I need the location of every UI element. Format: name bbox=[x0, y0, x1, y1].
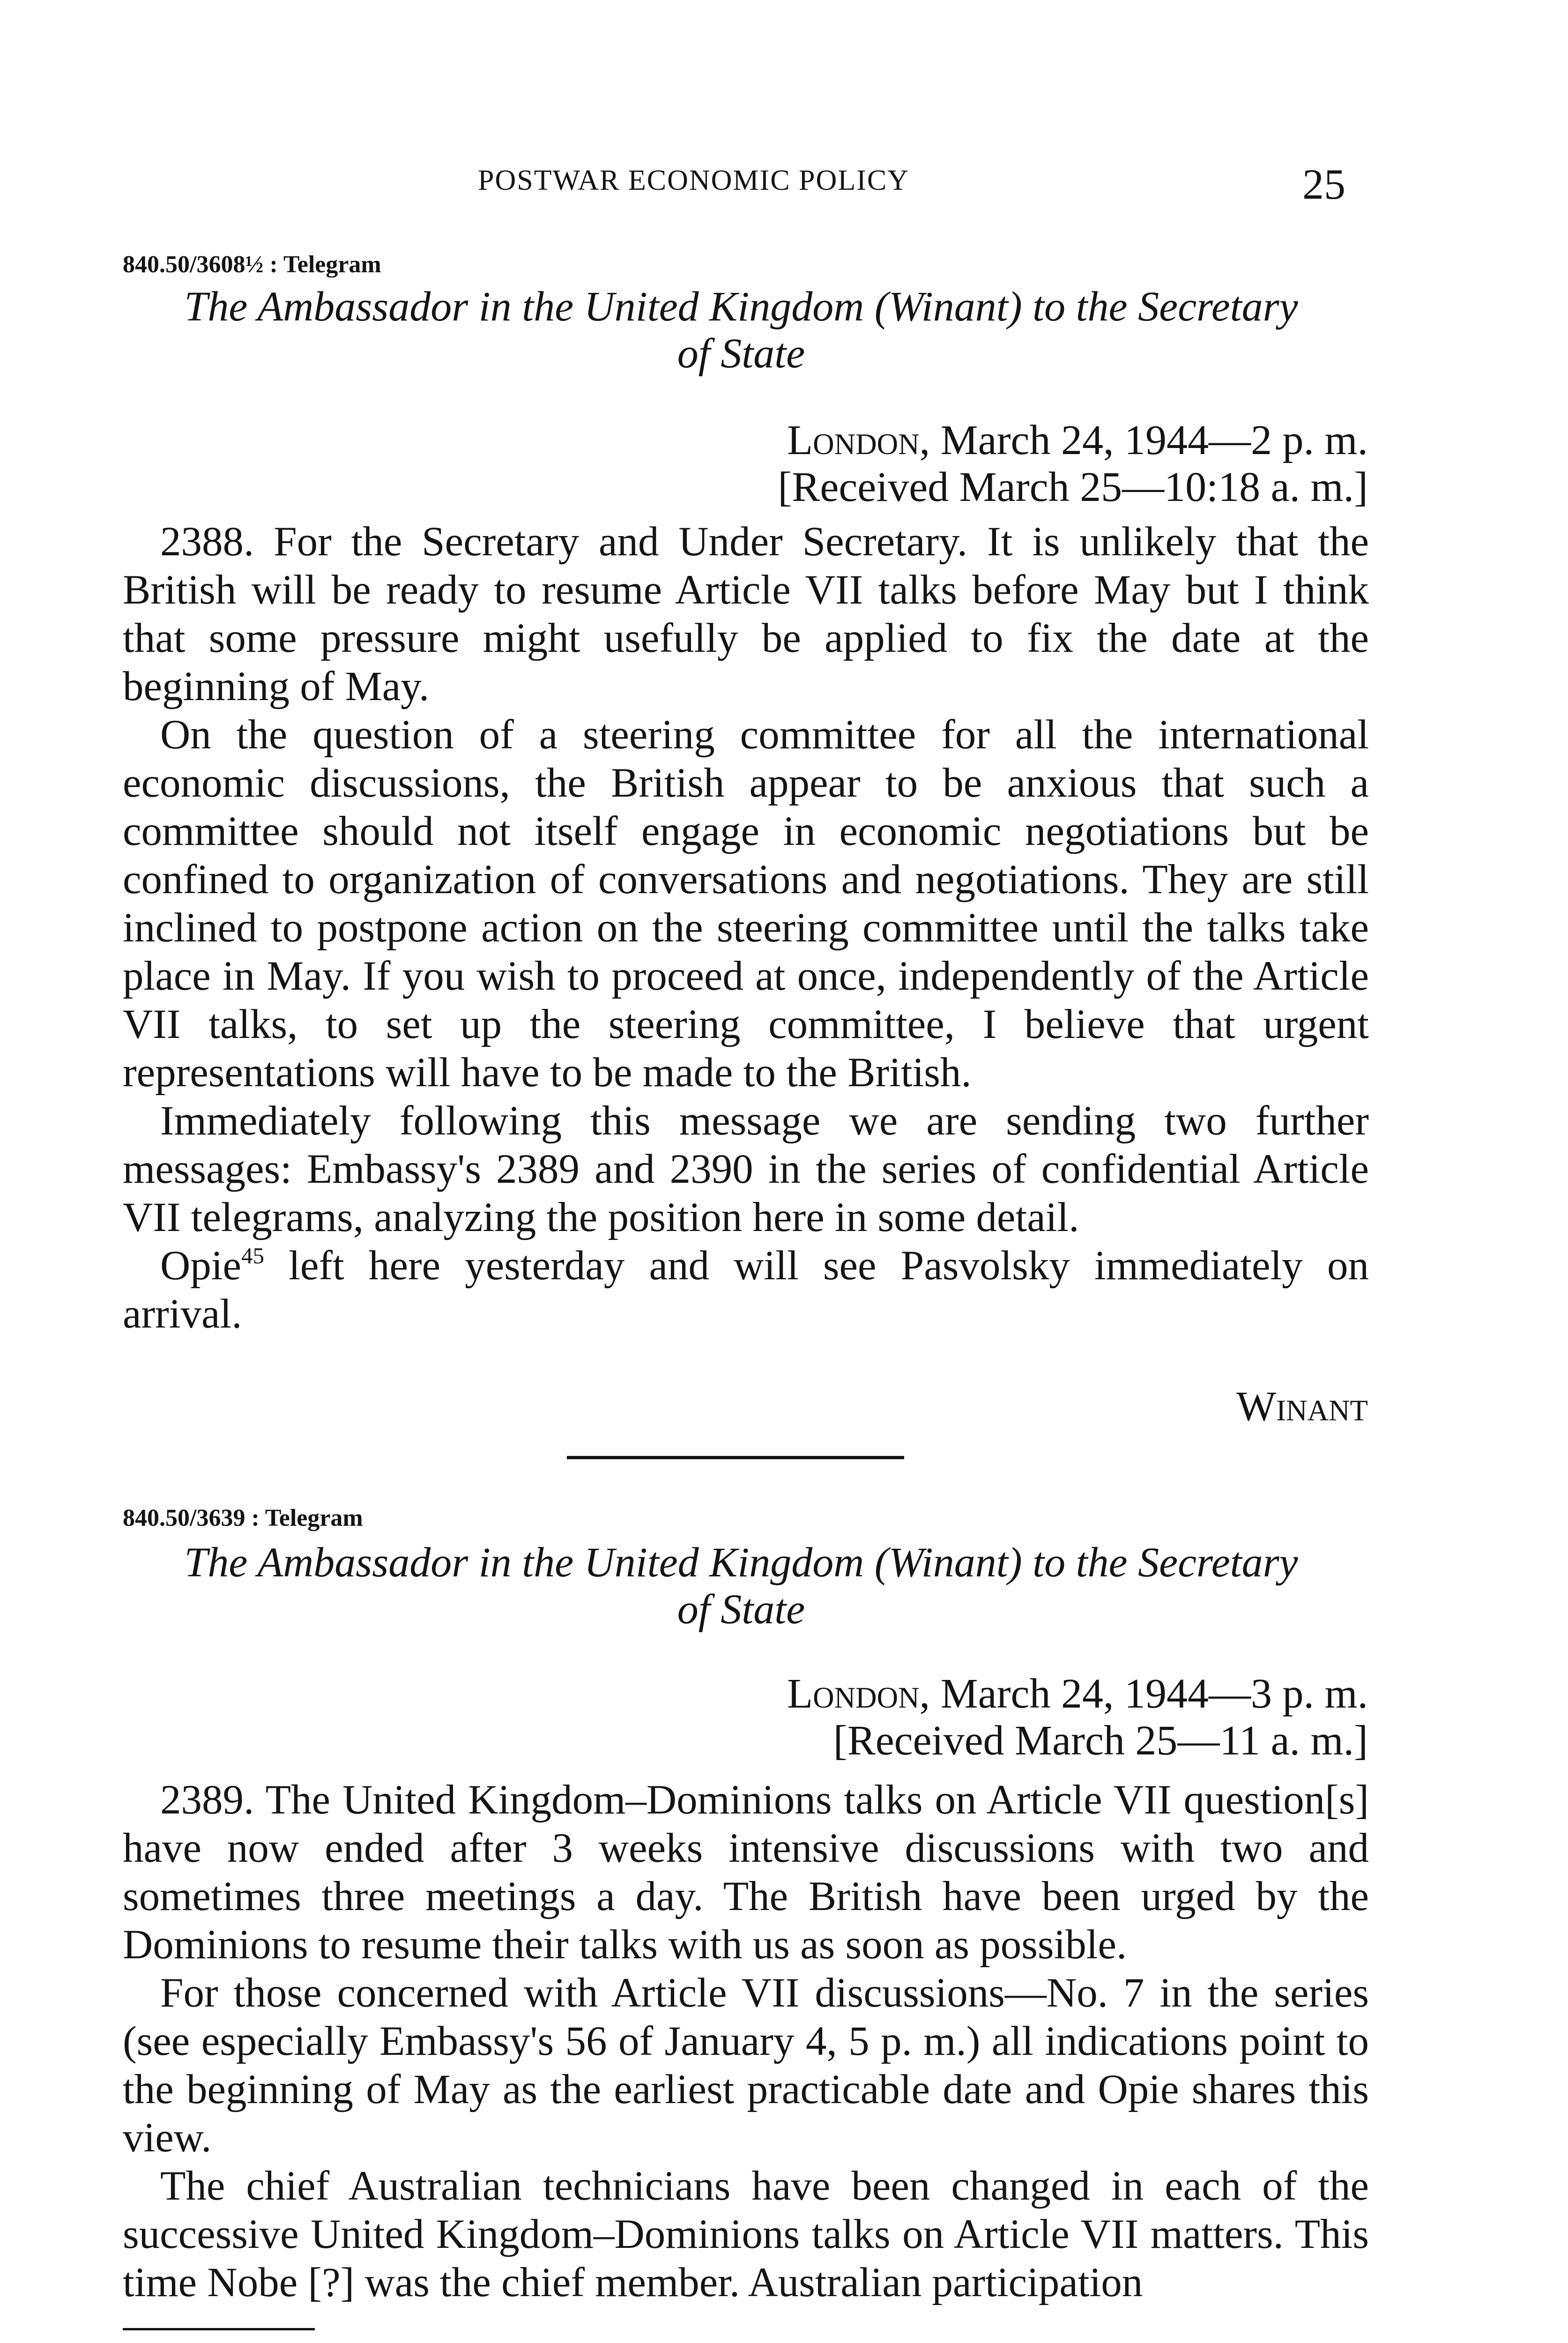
dateline bbox=[609, 417, 1368, 464]
dateline-place: London bbox=[787, 417, 920, 463]
paragraph: Immediately following this message we are sending two further messages: Embassy's 2389 and 2390 in the series of confidential Article VII telegrams, analyzing the position here in some detail. bbox=[123, 1098, 1369, 1240]
telegram-body bbox=[123, 518, 1369, 1338]
telegram-body bbox=[123, 1776, 1369, 2307]
signature: Winant bbox=[1236, 1383, 1368, 1430]
dateline-date: , March 24, 1944—2 p. m. bbox=[919, 417, 1368, 463]
paragraph-text: left here yesterday and will see Pasvolsky immediately on arrival. bbox=[123, 1243, 1369, 1337]
paragraph bbox=[123, 1242, 1369, 1338]
received-line: [Received March 25—11 a. m.] bbox=[833, 1717, 1368, 1764]
dateline-place: London bbox=[787, 1671, 920, 1717]
footnote-divider bbox=[123, 2328, 315, 2330]
title-line: The Ambassador in the United Kingdom (Winant) to the Secretary bbox=[184, 284, 1298, 330]
paragraph: On the question of a steering committee for all the international economic discussions, the British appear to be anxious that such a committee should not itself engage in economic negotiations but be confined to organization of conversations and negotiations. They are still inclined to postpone action on the steering committee until the talks take place in May. If you wish to proceed at once, independently of the Article VII talks, to set up the steering committee, I believe that urgent representations will have to be made to the British. bbox=[123, 712, 1369, 1096]
title-line: The Ambassador in the United Kingdom (Winant) to the Secretary bbox=[184, 1539, 1298, 1586]
title-line: of State bbox=[677, 330, 805, 377]
paragraph: The chief Australian technicians have been changed in each of the successive United Kingdom–Dominions talks on Article VII matters. This time Nobe [?] was the chief member. Australian participation bbox=[123, 2163, 1369, 2306]
dateline bbox=[609, 1671, 1368, 1717]
paragraph: 2389. The United Kingdom–Dominions talks on Article VII question[s] have now ended after 3 weeks intensive discussions with two and sometimes three meetings a day. The British have been urged by the Dominions to resume their talks with us as soon as possible. bbox=[123, 1777, 1369, 1968]
page-number: 25 bbox=[1302, 160, 1345, 208]
document-title bbox=[123, 284, 1360, 377]
paragraph-text: Opie bbox=[160, 1243, 242, 1289]
paragraph: 2388. For the Secretary and Under Secretary. It is unlikely that the British will be ready to resume Article VII talks before May but I think that some pressure might usefully be applied to fix the date at the beginning of May. bbox=[123, 519, 1369, 709]
file-reference: 840.50/3608½ : Telegram bbox=[123, 251, 381, 278]
received-line: [Received March 25—10:18 a. m.] bbox=[778, 464, 1368, 510]
section-divider bbox=[567, 1456, 904, 1459]
footnote-reference: 45 bbox=[241, 1242, 264, 1269]
document-title bbox=[123, 1539, 1360, 1633]
title-line: of State bbox=[677, 1586, 805, 1633]
dateline-date: , March 24, 1944—3 p. m. bbox=[919, 1671, 1368, 1717]
running-head-title: POSTWAR ECONOMIC POLICY bbox=[478, 164, 909, 196]
paragraph: For those concerned with Article VII discussions—No. 7 in the series (see especially Embassy's 56 of January 4, 5 p. m.) all indications point to the beginning of May as the earliest practicable date and Opie shares this view. bbox=[123, 1970, 1369, 2161]
file-reference: 840.50/3639 : Telegram bbox=[123, 1505, 363, 1531]
